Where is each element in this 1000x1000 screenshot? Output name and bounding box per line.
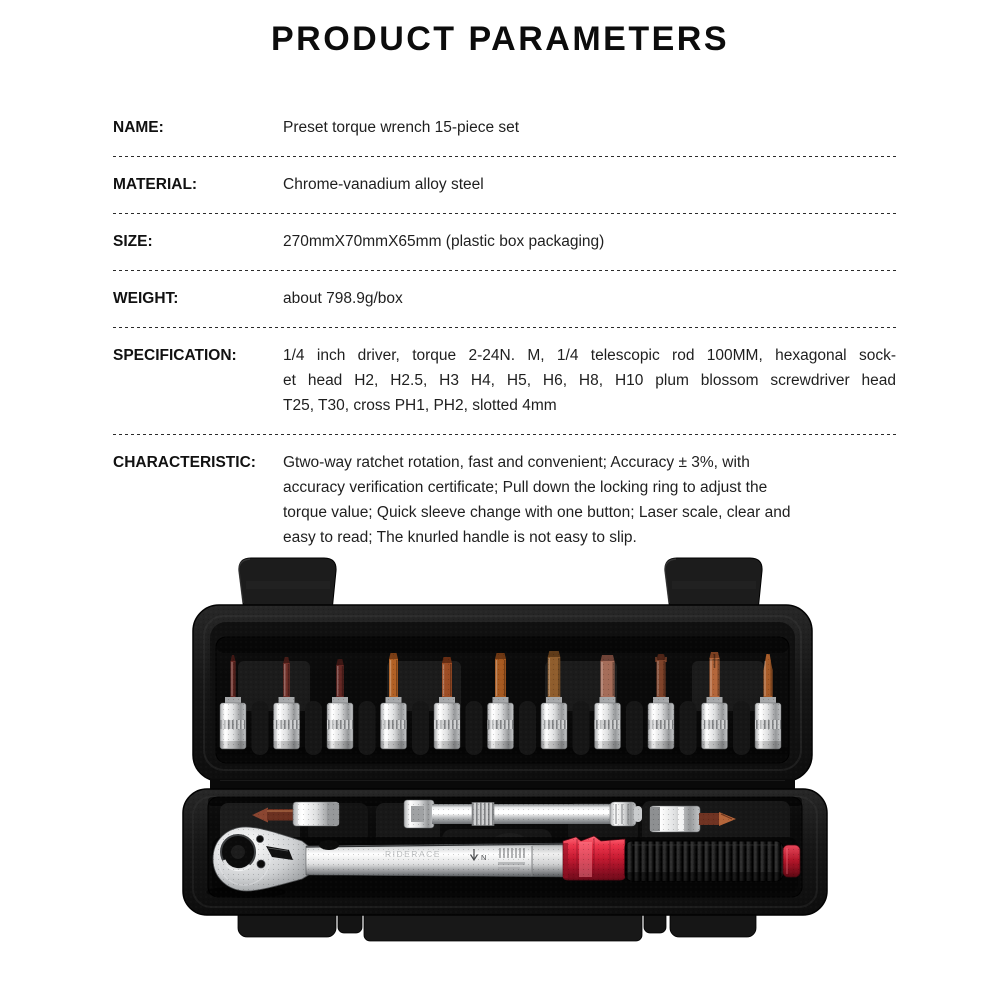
lid-latch-left bbox=[239, 558, 336, 611]
spec-value-line: 1/4 inch driver, torque 2-24N. M, 1/4 telescopic rod 100MM, hexagonal sock- bbox=[283, 347, 896, 364]
case-base bbox=[183, 789, 827, 941]
spec-value-line: accuracy verification certificate; Pull down the locking ring to adjust the bbox=[283, 479, 768, 496]
spec-value bbox=[275, 115, 896, 140]
spec-value-line: torque value; Quick sleeve change with one button; Laser scale, clear and bbox=[283, 504, 791, 521]
spec-value-line: 270mmX70mmX65mm (plastic box packaging) bbox=[283, 233, 605, 250]
spec-value-line: Chrome-vanadium alloy steel bbox=[283, 176, 484, 193]
product-photo bbox=[180, 551, 830, 951]
spec-label: WEIGHT: bbox=[113, 290, 179, 307]
spec-row bbox=[113, 435, 896, 566]
spec-value bbox=[275, 172, 896, 197]
spec-value bbox=[275, 229, 896, 254]
spec-table bbox=[113, 100, 896, 566]
spec-row bbox=[113, 328, 896, 434]
spec-value-line: et head H2, H2.5, H3 H4, H5, H6, H8, H10 plum blossom screwdriver head bbox=[283, 372, 896, 389]
spec-value-line: Gtwo-way ratchet rotation, fast and convenient; Accuracy ± 3%, with bbox=[283, 454, 750, 471]
lid-latch-right bbox=[665, 558, 762, 611]
product-photo-figure bbox=[180, 551, 830, 951]
spec-row bbox=[113, 271, 896, 327]
spec-label: CHARACTERISTIC: bbox=[113, 454, 256, 471]
spec-value-line: about 798.9g/box bbox=[283, 290, 403, 307]
spec-value bbox=[275, 450, 896, 550]
spec-row bbox=[113, 214, 896, 270]
spec-row bbox=[113, 100, 896, 156]
case-lid bbox=[193, 558, 812, 781]
spec-label: MATERIAL: bbox=[113, 176, 198, 193]
spec-value-line: Preset torque wrench 15-piece set bbox=[283, 119, 520, 136]
spec-value-line: T25, T30, cross PH1, PH2, slotted 4mm bbox=[283, 397, 557, 414]
spec-label: SPECIFICATION: bbox=[113, 347, 237, 364]
spec-value bbox=[275, 286, 896, 311]
page-title: PRODUCT PARAMETERS bbox=[270, 20, 730, 58]
spec-label: SIZE: bbox=[113, 233, 153, 250]
spec-value-line: easy to read; The knurled handle is not easy to slip. bbox=[283, 529, 637, 546]
spec-label: NAME: bbox=[113, 119, 164, 136]
spec-row bbox=[113, 157, 896, 213]
spec-value bbox=[275, 343, 896, 418]
